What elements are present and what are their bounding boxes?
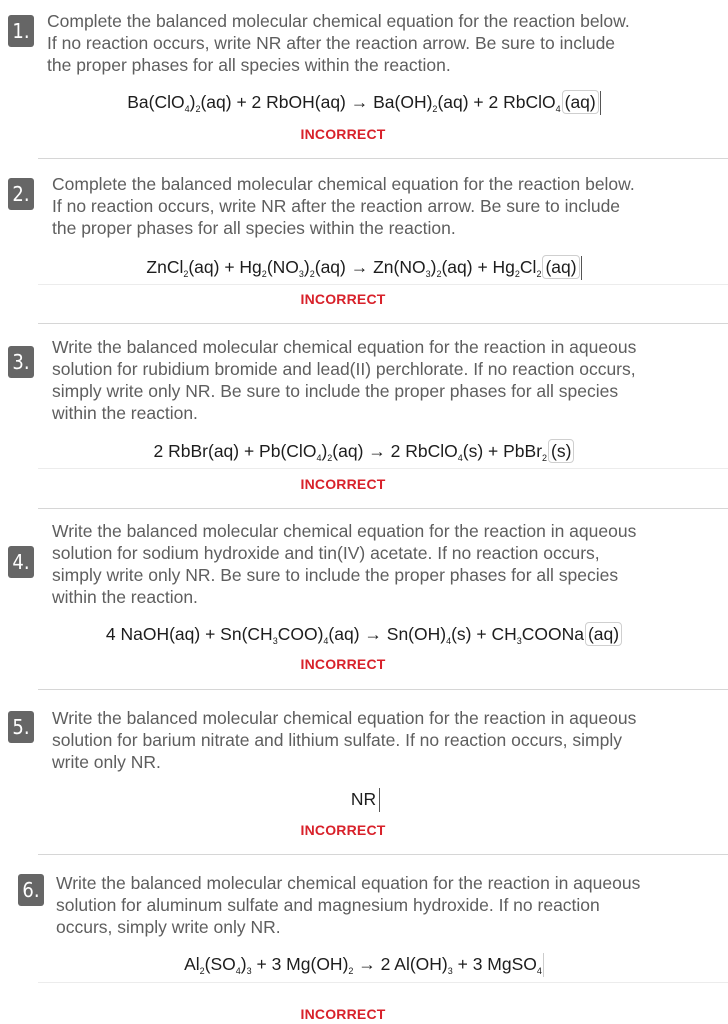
question-prompt	[52, 173, 635, 239]
result-badge: INCORRECT	[300, 1006, 386, 1022]
divider	[38, 508, 728, 509]
prompt-line: If no reaction occurs, write NR after the reaction arrow. Be sure to include	[47, 33, 616, 53]
equation: $Ba(ClO_4)_2(aq) + 2$ RbOH(aq) → $Ba(OH)_2(aq) + 2$ RbClO$_4$ (aq)	[0, 89, 728, 115]
text-cursor	[581, 256, 582, 280]
equation: $Al_2(SO_4)_3 + 3$ $Mg(OH)_2 \to 2$ $Al(OH)_3 + 3$ MgSO$_4$	[184, 954, 542, 976]
prompt-line: occurs, simply write only NR.	[56, 917, 281, 937]
prompt-line: solution for aluminum sulfate and magnesium hydroxide. If no reaction	[56, 895, 600, 915]
result-badge: INCORRECT	[300, 476, 386, 492]
result-badge: INCORRECT	[300, 126, 386, 142]
question-number: 4.	[8, 546, 34, 578]
answer-input[interactable]: (aq)	[562, 90, 599, 114]
equation: 2 RbBr(aq) + $Pb(ClO_4)_2(aq) \to 2$ RbClO$_4$(s) + PbBr$_2$ (s)	[0, 438, 728, 464]
equation: 4 NaOH(aq) + $Sn(CH_3COO)_4(aq) \to Sn(OH)_4(s)$ + $CH_3COONa$ (aq)	[0, 621, 728, 647]
prompt-line: solution for rubidium bromide and lead(II) perchlorate. If no reaction occurs,	[52, 359, 636, 379]
question-number: 5.	[8, 711, 34, 743]
prompt-line: the proper phases for all species within the reaction.	[47, 55, 451, 75]
prompt-line: simply write only NR. Be sure to include the proper phases for all species	[52, 381, 619, 401]
question-prompt	[47, 10, 630, 76]
question-prompt	[52, 707, 636, 773]
answer-input[interactable]: NR	[350, 789, 377, 809]
result-badge: INCORRECT	[300, 822, 386, 838]
equation	[0, 786, 728, 812]
question-prompt	[52, 520, 636, 608]
prompt-line: solution for sodium hydroxide and tin(IV) acetate. If no reaction occurs,	[52, 543, 600, 563]
question-prompt	[56, 872, 640, 938]
question-prompt	[52, 336, 636, 424]
result-badge: INCORRECT	[300, 656, 386, 672]
divider	[38, 689, 728, 690]
divider	[38, 158, 728, 159]
answer-input[interactable]: (aq)	[542, 255, 579, 279]
prompt-line: Write the balanced molecular chemical equation for the reaction in aqueous	[56, 873, 641, 893]
divider	[38, 468, 728, 469]
answer-input[interactable]: (s)	[548, 439, 574, 463]
text-cursor	[379, 788, 380, 812]
prompt-line: If no reaction occurs, write NR after the reaction arrow. Be sure to include	[52, 196, 621, 216]
question-number: 3.	[8, 346, 34, 378]
divider	[38, 323, 728, 324]
text-cursor	[600, 91, 601, 115]
question-number: 6.	[18, 874, 44, 906]
question-number: 1.	[8, 15, 34, 47]
answer-input-cursor[interactable]	[543, 953, 544, 977]
equation: ZnCl$_2$(aq) + $Hg_2(NO_3)_2(aq) \to Zn(NO_3)_2(aq) + Hg_2Cl_2$ (aq)	[0, 254, 728, 280]
answer-input[interactable]: (aq)	[585, 622, 622, 646]
prompt-line: within the reaction.	[52, 587, 198, 607]
prompt-line: Write the balanced molecular chemical equation for the reaction in aqueous	[52, 521, 637, 541]
divider	[38, 284, 728, 285]
prompt-line: the proper phases for all species within the reaction.	[52, 218, 456, 238]
prompt-line: solution for barium nitrate and lithium sulfate. If no reaction occurs, simply	[52, 730, 622, 750]
prompt-line: simply write only NR. Be sure to include the proper phases for all species	[52, 565, 619, 585]
divider	[38, 854, 728, 855]
prompt-line: Write the balanced molecular chemical equation for the reaction in aqueous	[52, 708, 637, 728]
prompt-line: Complete the balanced molecular chemical equation for the reaction below.	[47, 11, 630, 31]
result-badge: INCORRECT	[300, 291, 386, 307]
question-number: 2.	[8, 178, 34, 210]
prompt-line: within the reaction.	[52, 403, 198, 423]
prompt-line: write only NR.	[52, 752, 161, 772]
prompt-line: Write the balanced molecular chemical equation for the reaction in aqueous	[52, 337, 637, 357]
prompt-line: Complete the balanced molecular chemical equation for the reaction below.	[52, 174, 635, 194]
divider	[38, 982, 728, 983]
